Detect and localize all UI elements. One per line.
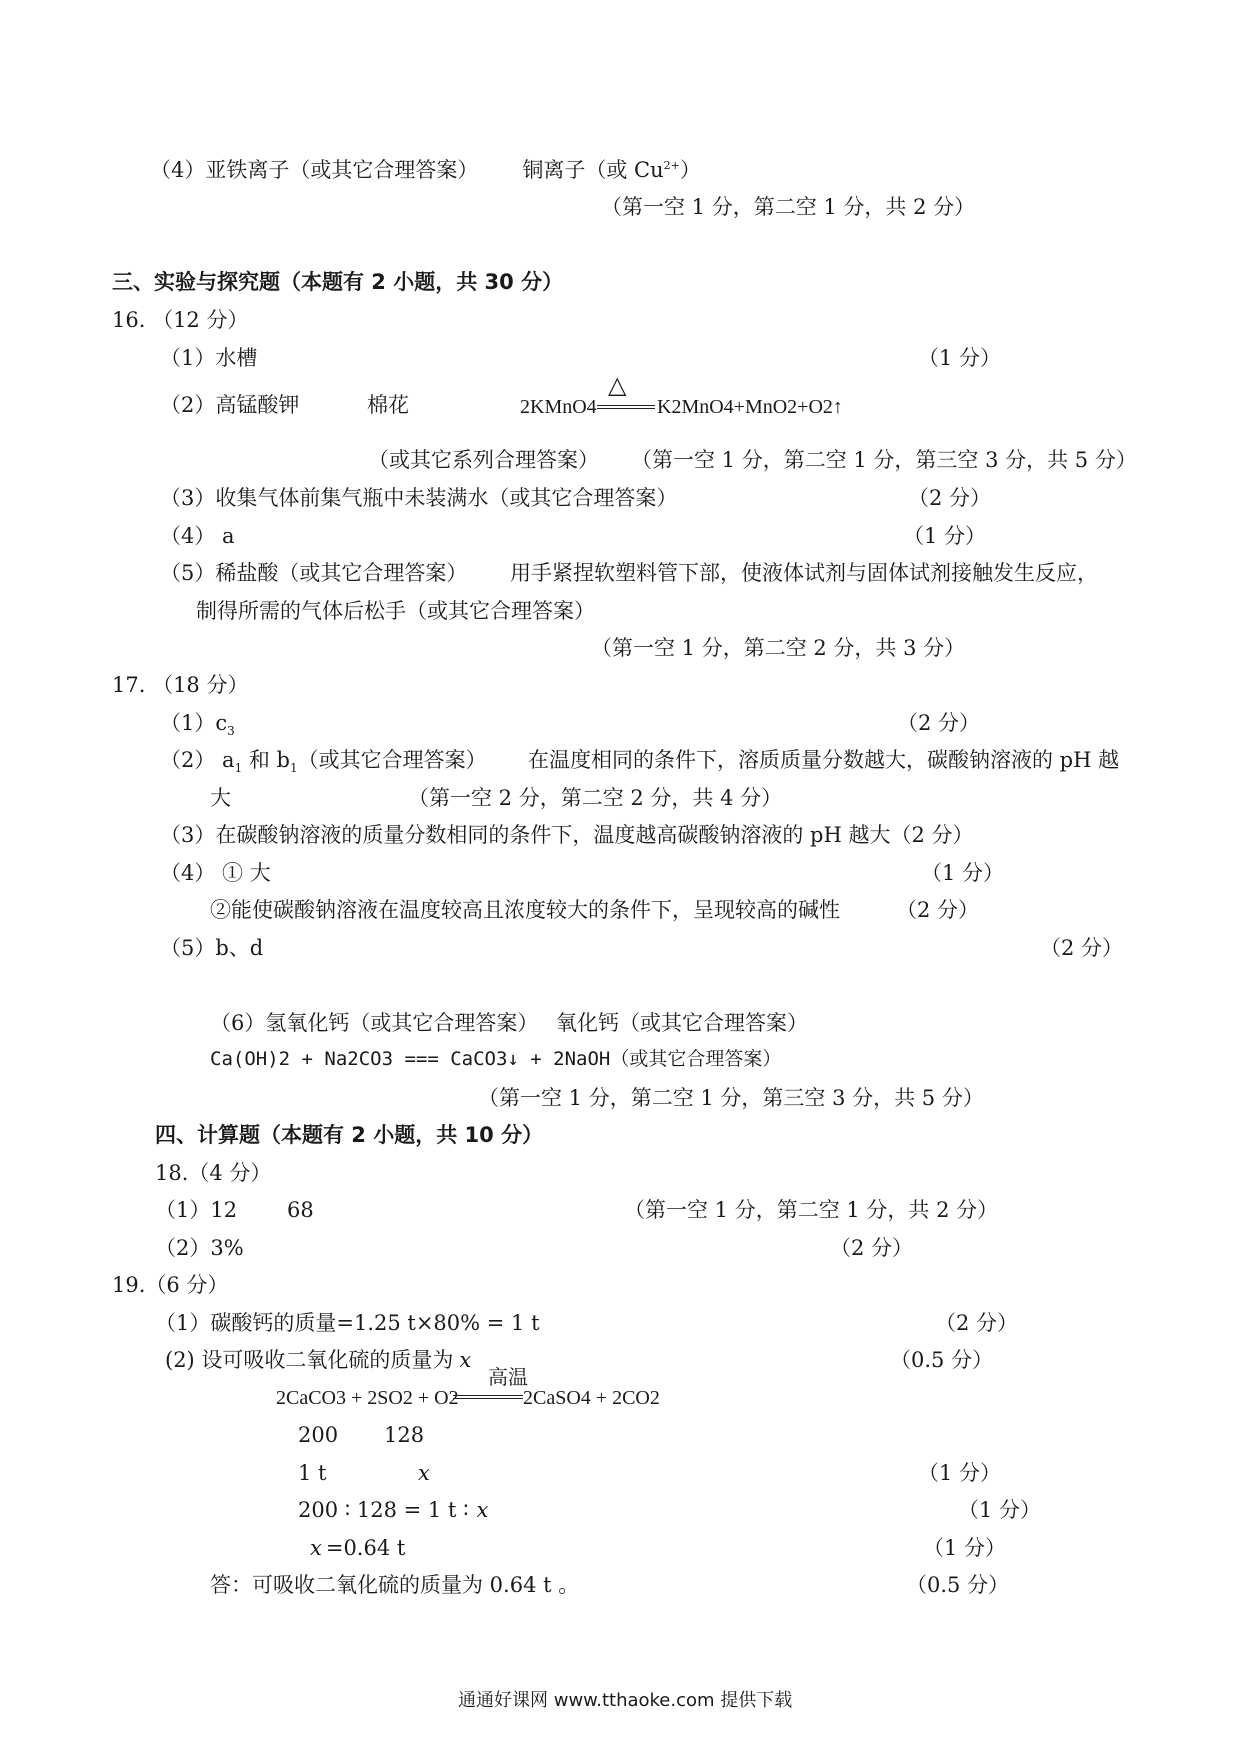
q16-part2-note: （或其它系列合理答案） xyxy=(368,448,599,472)
q16-eq-double-bar xyxy=(597,405,655,409)
section3-title: 三、实验与探究题（本题有 2 小题，共 30 分） xyxy=(112,270,564,294)
q16-part2-label: （2）高锰酸钾 xyxy=(160,393,300,417)
q17-part2-answer2-cont: 大 xyxy=(210,786,231,810)
q15-part4-close: ） xyxy=(679,158,701,182)
q17-title: 17. （18 分） xyxy=(112,673,249,697)
q15-score: （第一空 1 分，第二空 1 分，共 2 分） xyxy=(601,195,976,219)
q17-part1-text: （1）c xyxy=(160,711,228,735)
q17-part1-score: （2 分） xyxy=(897,711,981,735)
q16-part4-score: （1 分） xyxy=(903,524,987,548)
q16-eq-condition: △ xyxy=(608,373,627,399)
q16-part2-answer2: 棉花 xyxy=(367,393,409,417)
q19-known-v1: 1 t xyxy=(298,1461,327,1485)
q19-part2 xyxy=(165,1350,471,1371)
q18-title: 18.（4 分） xyxy=(155,1161,272,1185)
q19-ratio-m2: 128 xyxy=(384,1423,425,1447)
q17-part2-sub2: 1 xyxy=(290,761,298,776)
q16-part5-label: （5）稀盐酸（或其它合理答案） xyxy=(160,561,468,585)
section4-title: 四、计算题（本题有 2 小题，共 10 分） xyxy=(155,1123,544,1147)
q17-part2-sub1: 1 xyxy=(234,761,243,776)
q16-part1-score: （1 分） xyxy=(918,346,1002,370)
q18-part1-answer2: 68 xyxy=(287,1198,314,1222)
q19-part2-var: x xyxy=(459,1348,472,1372)
q19-known-score: （1 分） xyxy=(918,1461,1002,1485)
q16-part3: （3）收集气体前集气瓶中未装满水（或其它合理答案） xyxy=(160,486,678,510)
q17-part2-label: （2） a xyxy=(160,748,235,772)
q16-part3-score: （2 分） xyxy=(908,486,992,510)
q17-part4-sub2: ②能使碳酸钠溶液在温度较高且浓度较大的条件下，呈现较高的碱性 xyxy=(210,898,840,922)
q17-part6-score: （第一空 1 分，第二空 1 分，第三空 3 分，共 5 分） xyxy=(478,1086,984,1110)
q16-title: 16. （12 分） xyxy=(112,308,249,332)
q19-part1-score: （2 分） xyxy=(935,1311,1019,1335)
q17-part6-equation: Ca(OH)2 + Na2CO3 === CaCO3↓ + 2NaOH（或其它合理答案） xyxy=(210,1048,782,1070)
q19-answer-score: （0.5 分） xyxy=(906,1573,1010,1597)
q16-part2-score: （第一空 1 分，第二空 1 分，第三空 3 分，共 5 分） xyxy=(631,448,1137,472)
q17-part4-label: （4） ① 大 xyxy=(160,861,271,885)
q17-part2 xyxy=(160,750,487,774)
page-footer: 通通好课网 www.tthaoke.com 提供下载 xyxy=(458,1690,793,1711)
q16-part4-label: （4） xyxy=(160,524,216,548)
q18-part2-score: （2 分） xyxy=(830,1236,914,1260)
q19-part1: （1）碳酸钙的质量=1.25 t×80% = 1 t xyxy=(155,1311,540,1335)
q17-part4-score1: （1 分） xyxy=(921,861,1005,885)
q17-part2-mid: 和 b xyxy=(242,748,290,772)
q19-ratio-m1: 200 xyxy=(298,1423,339,1447)
q19-proportion-var: x xyxy=(476,1498,489,1522)
q17-part1 xyxy=(160,713,235,737)
q15-part4 xyxy=(150,160,701,181)
q18-part2: （2）3% xyxy=(155,1236,244,1260)
q16-part5-score: （第一空 1 分，第二空 2 分，共 3 分） xyxy=(591,636,966,660)
q16-eq-right: K2MnO4+MnO2+O2↑ xyxy=(657,396,843,418)
q15-part4-sup: 2+ xyxy=(663,159,680,172)
q19-eq-condition: 高温 xyxy=(488,1367,528,1389)
q19-part2-score: （0.5 分） xyxy=(890,1348,994,1372)
q19-part2-text: (2) 设可吸收二氧化硫的质量为 xyxy=(165,1348,454,1372)
q16-part5-answer2-cont: 制得所需的气体后松手（或其它合理答案） xyxy=(196,599,595,623)
q16-part5-answer2: 用手紧捏软塑料管下部，使液体试剂与固体试剂接触发生反应， xyxy=(510,561,1098,585)
q17-part5: （5）b、d xyxy=(160,936,264,960)
q19-result-score: （1 分） xyxy=(923,1536,1007,1560)
q16-eq-left: 2KMnO4 xyxy=(520,396,597,418)
q19-result-var: x xyxy=(310,1536,322,1560)
q18-part1-label: （1）12 xyxy=(155,1198,238,1222)
q15-part4-label: （4）亚铁离子（或其它合理答案） xyxy=(150,158,479,182)
q19-eq-right: 2CaSO4 + 2CO2 xyxy=(523,1387,660,1409)
q19-known-v2: x xyxy=(418,1461,430,1485)
q16-part4-answer: a xyxy=(222,524,235,548)
q17-part6-answer2: 氧化钙（或其它合理答案） xyxy=(556,1011,808,1035)
q19-result xyxy=(310,1538,405,1559)
q17-part3: （3）在碳酸钠溶液的质量分数相同的条件下，温度越高碳酸钠溶液的 pH 越大（2 分） xyxy=(160,823,974,847)
q17-part4-score2: （2 分） xyxy=(896,898,980,922)
q17-part2-tail: （或其它合理答案） xyxy=(297,748,487,772)
q19-answer: 答：可吸收二氧化硫的质量为 0.64 t 。 xyxy=(210,1573,580,1597)
q19-proportion xyxy=(298,1500,488,1521)
q19-title: 19.（6 分） xyxy=(112,1273,229,1297)
q19-eq-double-bar xyxy=(453,1395,523,1399)
q17-part2-answer2: 在温度相同的条件下，溶质质量分数越大，碳酸钠溶液的 pH 越 xyxy=(528,748,1120,772)
q16-part1: （1）水槽 xyxy=(160,346,258,370)
q17-part6: （6）氢氧化钙（或其它合理答案） xyxy=(210,1011,539,1035)
q19-eq-left: 2CaCO3 + 2SO2 + O2 xyxy=(276,1387,459,1409)
q18-part1-score: （第一空 1 分，第二空 1 分，共 2 分） xyxy=(624,1198,999,1222)
q15-part4-answer2: 铜离子（或 Cu xyxy=(522,158,664,182)
q17-part1-sub: 3 xyxy=(227,724,235,739)
q17-part2-score: （第一空 2 分，第二空 2 分，共 4 分） xyxy=(408,786,783,810)
q19-proportion-text: 200 ∶ 128 = 1 t ∶ xyxy=(298,1498,469,1522)
q19-result-text: =0.64 t xyxy=(325,1536,406,1560)
q17-part5-score: （2 分） xyxy=(1040,936,1124,960)
q19-proportion-score: （1 分） xyxy=(958,1498,1042,1522)
